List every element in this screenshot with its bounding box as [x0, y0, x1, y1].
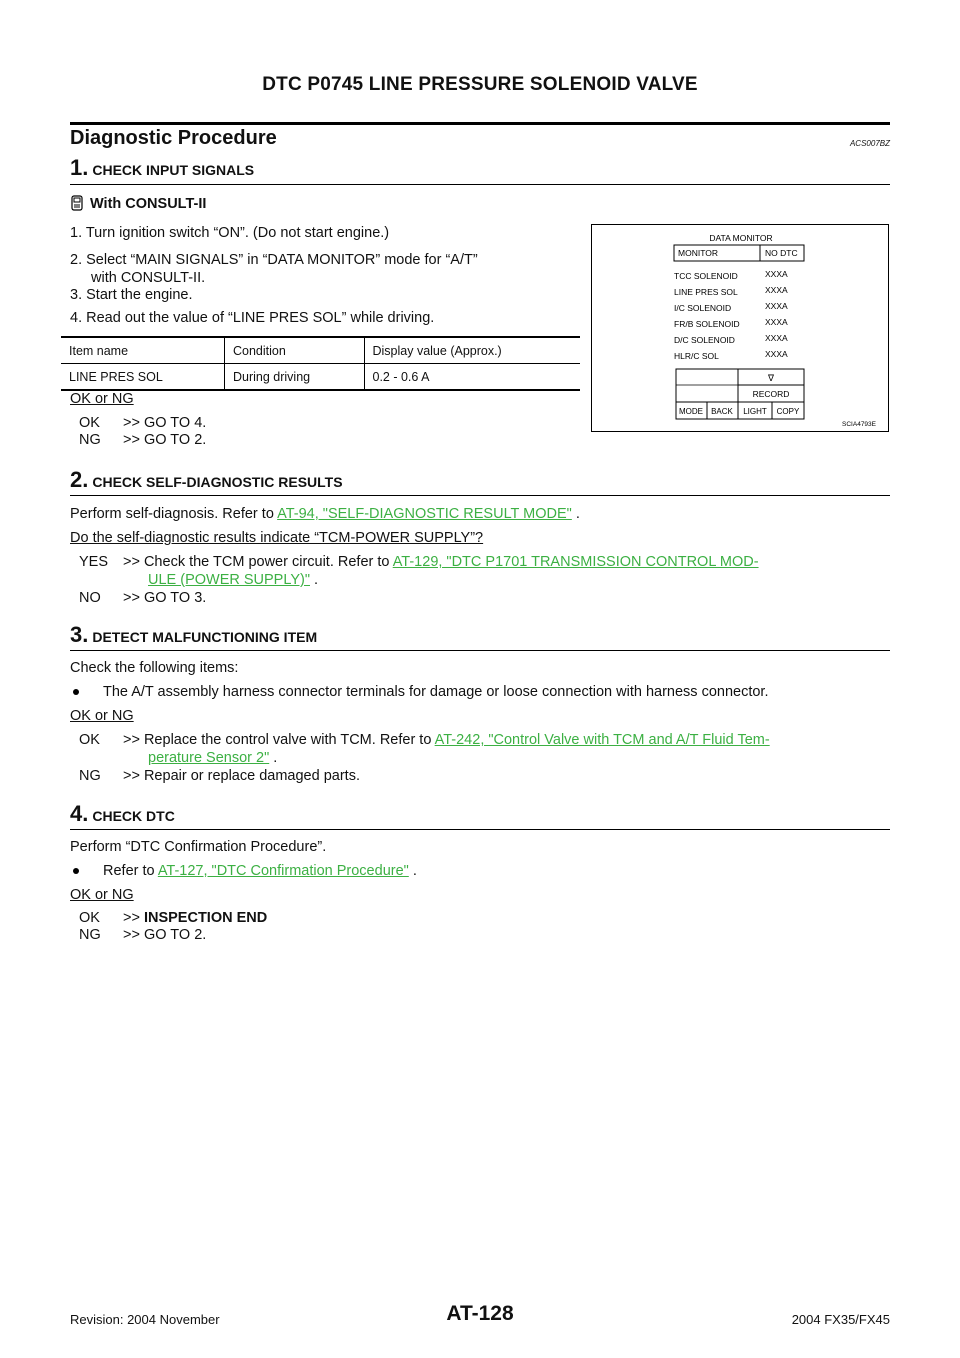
bullet-icon: [73, 689, 79, 695]
step-4-bullet: [103, 862, 417, 880]
section-code: ACS007BZ: [849, 139, 890, 148]
consult-tool-icon: [70, 195, 84, 211]
step-1-heading: [70, 155, 254, 181]
section-title: Diagnostic Procedure: [70, 127, 277, 149]
step-3-rule: [70, 650, 890, 651]
step-3-intro: Check the following items:: [70, 660, 239, 676]
step-3-heading: [70, 622, 317, 648]
screen-item-name: TCC SOLENOID: [674, 271, 738, 281]
step-2-yes-text: >> Check the TCM power circuit. Refer to: [123, 554, 393, 570]
control-valve-link-cont[interactable]: perature Sensor 2": [148, 750, 270, 766]
screen-item-name: FR/B SOLENOID: [674, 319, 740, 329]
step-2-text-suffix: .: [571, 506, 580, 522]
step-4-intro: Perform “DTC Confirmation Procedure”.: [70, 839, 327, 855]
step-4-heading: [70, 801, 175, 827]
step-4-bullet-suffix: .: [408, 863, 417, 879]
step-2-text-prefix: Perform self-diagnosis. Refer to: [70, 506, 278, 522]
step-3-ng-result: >> Repair or replace damaged parts.: [123, 768, 360, 784]
tcm-power-supply-link[interactable]: AT-129, "DTC P1701 TRANSMISSION CONTROL MOD-: [392, 554, 759, 570]
step-4-ok-result: [123, 909, 267, 927]
screen-item-value: XXXA: [765, 269, 788, 279]
screen-button-copy: COPY: [776, 407, 800, 416]
instruction-line: with CONSULT-II.: [91, 270, 206, 286]
data-monitor-table: [61, 336, 580, 391]
step-4-rule: [70, 829, 890, 830]
step-4-ok-text: INSPECTION END: [143, 910, 268, 926]
table-header-cell: Item name: [61, 337, 224, 364]
instruction-line: 3. Start the engine.: [70, 287, 193, 303]
step-1-ng-code: NG: [79, 432, 101, 448]
step-3-ok-suffix: .: [269, 750, 278, 766]
step-3-title: DETECT MALFUNCTIONING ITEM: [92, 629, 318, 645]
bullet-icon: [73, 868, 79, 874]
step-2-heading: [70, 467, 343, 493]
step-4-ok-arrow: >>: [123, 910, 140, 926]
consult-screen-figure: [591, 224, 889, 432]
step-3-question: OK or NG: [70, 708, 134, 724]
table-header-cell: Condition: [224, 337, 364, 364]
screen-arrow-icon: ∇: [767, 373, 775, 383]
screen-button-mode: MODE: [679, 407, 703, 416]
screen-col-monitor: MONITOR: [678, 248, 718, 258]
step-1-ng-result: >> GO TO 2.: [123, 432, 207, 448]
screen-title: DATA MONITOR: [709, 233, 773, 243]
step-4-number: 4.: [70, 801, 89, 826]
step-4-ng-code: NG: [79, 927, 101, 943]
step-4-bullet-prefix: Refer to: [103, 863, 158, 879]
screen-col-nodtc: NO DTC: [765, 248, 798, 258]
step-2-yes-code: YES: [79, 554, 109, 570]
step-2-text: [70, 505, 580, 523]
step-3-number: 3.: [70, 622, 89, 647]
consult-tool-label: With CONSULT-II: [90, 196, 207, 212]
table-cell: 0.2 - 0.6 A: [364, 364, 580, 391]
step-1-question: OK or NG: [70, 391, 134, 407]
screen-item-value: XXXA: [765, 349, 788, 359]
instruction-line: 2. Select “MAIN SIGNALS” in “DATA MONITOR” mode for “A/T”: [70, 252, 478, 268]
table-cell: LINE PRES SOL: [61, 364, 224, 391]
instruction-line: 1. Turn ignition switch “ON”. (Do not start engine.): [70, 225, 390, 241]
self-diagnostic-link[interactable]: AT-94, "SELF-DIAGNOSTIC RESULT MODE": [277, 506, 572, 522]
step-1-rule: [70, 184, 890, 185]
screen-item-value: XXXA: [765, 333, 788, 343]
screen-item-value: XXXA: [765, 317, 788, 327]
dtc-confirmation-link[interactable]: AT-127, "DTC Confirmation Procedure": [157, 863, 409, 879]
consult-tool-line: [70, 195, 206, 213]
step-2-rule: [70, 495, 890, 496]
table-header-cell: Display value (Approx.): [364, 337, 580, 364]
step-4-ok-code: OK: [79, 910, 100, 926]
tcm-power-supply-link-cont[interactable]: ULE (POWER SUPPLY)": [148, 572, 310, 588]
step-2-question: Do the self-diagnostic results indicate “TCM-POWER SUPPLY”?: [70, 530, 484, 546]
step-2-yes-suffix: .: [310, 572, 319, 588]
step-4-ng-result: >> GO TO 2.: [123, 927, 207, 943]
header-rule: [70, 122, 890, 125]
screen-item-value: XXXA: [765, 301, 788, 311]
step-2-number: 2.: [70, 467, 89, 492]
step-3-ok-text: >> Replace the control valve with TCM. Refer to: [123, 732, 435, 748]
step-2-no-code: NO: [79, 590, 101, 606]
step-2-yes-result-cont: [148, 571, 318, 589]
screen-item-value: XXXA: [765, 285, 788, 295]
footer-revision: Revision: 2004 November: [70, 1312, 220, 1327]
step-3-ok-code: OK: [79, 732, 100, 748]
step-4-title: CHECK DTC: [92, 808, 175, 824]
page-number: AT-128: [446, 1302, 514, 1325]
control-valve-link[interactable]: AT-242, "Control Valve with TCM and A/T Fluid Tem-: [434, 732, 770, 748]
screen-item-name: D/C SOLENOID: [674, 335, 735, 345]
table-header-row: [61, 337, 580, 364]
consult-screen-graphic: [592, 225, 887, 430]
step-1-ok-code: OK: [79, 415, 100, 431]
screen-item-name: I/C SOLENOID: [674, 303, 732, 313]
figure-id: SCIA4793E: [842, 421, 876, 428]
screen-item-name: LINE PRES SOL: [674, 287, 738, 297]
table-row: [61, 364, 580, 391]
step-3-bullet-text: The A/T assembly harness connector terminals for damage or loose connection with harness connector.: [103, 684, 769, 700]
step-1-number: 1.: [70, 155, 89, 180]
step-3-ok-result-cont: [148, 749, 277, 767]
step-2-no-result: >> GO TO 3.: [123, 590, 207, 606]
step-1-title: CHECK INPUT SIGNALS: [92, 162, 255, 178]
page-header-title: DTC P0745 LINE PRESSURE SOLENOID VALVE: [262, 74, 698, 95]
screen-button-back: BACK: [711, 407, 733, 416]
screen-record-label: RECORD: [752, 389, 790, 399]
step-1-ok-result: >> GO TO 4.: [123, 415, 207, 431]
table-cell: During driving: [224, 364, 364, 391]
step-3-ok-result: [123, 731, 770, 749]
screen-item-name: HLR/C SOL: [674, 351, 719, 361]
footer-model: 2004 FX35/FX45: [791, 1312, 890, 1327]
instruction-line: 4. Read out the value of “LINE PRES SOL” while driving.: [70, 310, 435, 326]
screen-button-light: LIGHT: [743, 407, 767, 416]
step-2-yes-result: [123, 553, 759, 571]
step-4-question: OK or NG: [70, 887, 134, 903]
step-3-ng-code: NG: [79, 768, 101, 784]
step-2-title: CHECK SELF-DIAGNOSTIC RESULTS: [92, 474, 343, 490]
